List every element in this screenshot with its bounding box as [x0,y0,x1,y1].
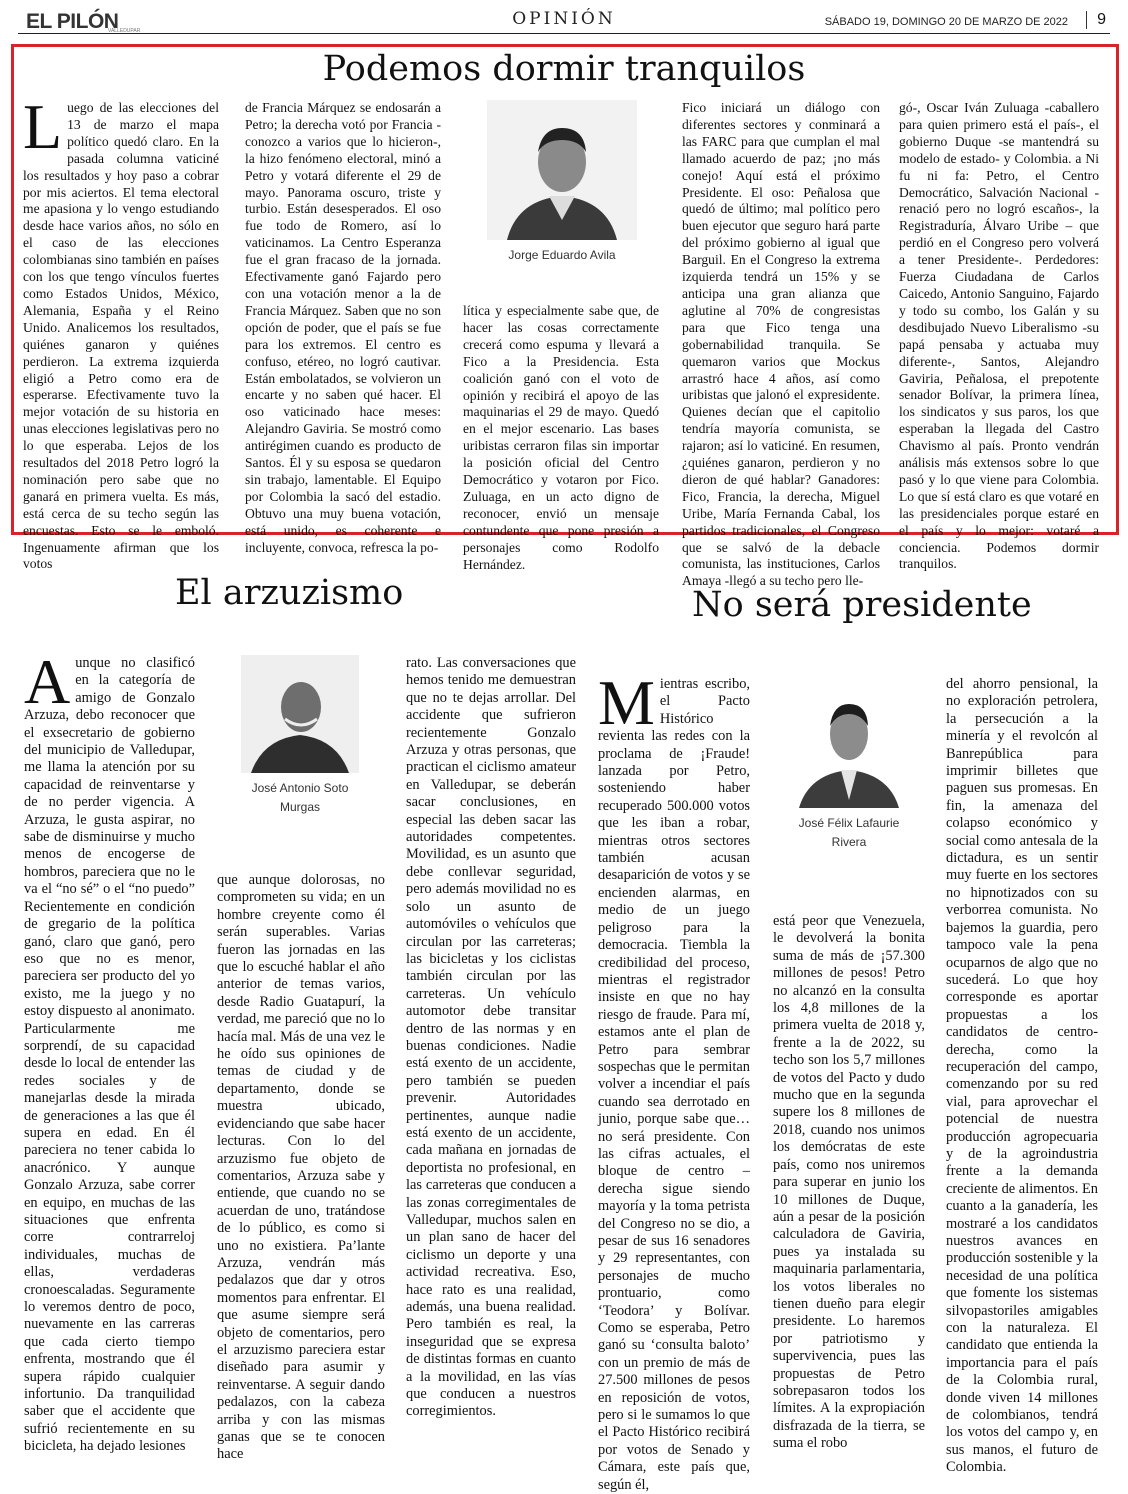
article3-text-2: está peor que Venezuela, le devolverá la bonita suma de más de ¡57.300 millones de pesos! Petro no alcanzó en la consulta los 4,8 millones de la primera vuelta de 2018 y, frente a la de 2022, su techo son los 5,7 millones de votos del Pacto y dudo mucho que en la segunda supere los 8 millones de 2018, cuando nos unimos los demócratas de este país, como nos uniremos para superar en junio los 10 millones de Duque, aún a pesar de la posición calculadora de Gaviria, pues ya instalada su maquinaria parlamentaria, los votos liberales no tienen dueño para elegir presidente. Lo haremos por patriotismo y supervivencia, pues las propuestas de Petro sobrepasaron todos los límites. A la expropiación disfrazada de la tierra, se suma el robo [773,913,925,1452]
author-name-lafaurie [770,814,928,852]
article3-text-1: Mientras escribo, el Pacto Histórico revienta las redes con la proclama de ¡Fraude! lanzada por Petro, sosteniendo haber recuperado 500.000 votos que les iban a robar, mientras otros sectores también acusan desaparición de votos y se encienden alarmas, en medio de un juego peligroso para la democracia. Tiembla la credibilidad del proceso, mientras el registrador insiste en que no hay riesgo de fraude. Para mí, estamos ante el plan de Petro para sembrar sospechas que le permitan volver a incendiar el país cuando sea derrotado en junio, porque sabe que… no será presidente. Con las cifras actuales, el bloque de centro – derecha sigue siendo mayoría y la toma petrista del Congreso no se dio, a pesar de sus 16 senadores y 29 representantes, con personajes de mucho prontuario, como ‘Teodora’ y Bolívar. Como se esperaba, Petro ganó su ‘consulta baloto’ con un premio de más de 27.500 millones de pesos en reposición de votos, pero si le sumamos lo que el Pacto Histórico recibirá por votos de Senado y Cámara, este país que, según él, [598,667,750,1493]
article1-text-2: de Francia Márquez se endosarán a Petro; la derecha votó por Francia -conozco a varios que lo hicieron-, la hizo fenómeno electoral, minó a Petro y votará diferente el 29 de mayo. Panorama oscuro, triste y turbio. Están desesperados. El oso fue todo de Romero, así lo vaticinamos. La Centro Esperanza fue el gran fracaso de la jornada. Efectivamente ganó Fajardo pero con una votación menor a la de Francia Márquez. Saben que no son opción de poder, que el país se fue para los extremos. El centro es confuso, etéreo, no logró cautivar. Están embolatados, se volvieron un encarte y no saben qué hacer. El oso vaticinado hace meses: Alejandro Gaviria. Se mostró como antirégimen cuando es producto de Santos. Él y su esposa se quedaron sin trabajo, lamentable. El Equipo por Colombia la sacó del estadio. Obtuvo una muy buena votación, está unido, es coherente e incluyente, convoca, refresca la po- [245,100,441,555]
section-title: OPINIÓN [512,9,616,29]
article2-text-2: que aunque dolorosas, no comprometen su vida; en un hombre creyente como él serán superables. Varias fueron las jornadas en las que lo escuché hablar el año anterior de temas varios, desde Radio Guatapurí, la verdad, me pareció que no lo hacía mal. Más de una vez le he oído sus opiniones de temas de ciudad y de departamento, donde se muestra ubicado, evidenciando que sabe hacer lecturas. Con lo del arzuzismo fue objeto de comentarios, Arzuza sabe y entiende, que cuando no se acuerdan de uno, tratándose de lo público, es como si uno no existiera. Pa’lante Arzuza, vendrán más pedalazos que dar y otros momentos para enfrentar. El que asume siempre será objeto de comentarios, pero el arzuzismo pareciera estar diseñado para asumir y reinventarse. A seguir dando pedalazos, con la cabeza arriba y con las mismas ganas que se te conocen hace [217,872,385,1463]
masthead [18,8,1110,34]
article2-text-1: Aunque no clasificó en la categoría de amigo de Gonzalo Arzuza, debo reconocer que el exsecretario de gobierno del municipio de Valledupar, me llama la atención por su capacidad de reinventarse y de no perder vigencia. A Arzuza, le gusta aspirar, no sabe de disminuirse y mucho menos de encogerse de hombros, pareciera que no le va el “no sé” o el “no puedo” Recientemente en condición de gregario de la política ganó, claro que ganó, pero eso que no es menor, pareciera ser producto del yo existo, me la juego y no estoy dispuesto al anonimato. Particularmente me sorprendí, de su capacidad desde lo local de entender las redes sociales y de manejarlas desde la mirada de generaciones a las que él supera en edad. En él pareciera no tener cabida lo anacrónico. Y aunque Gonzalo Arzuza, sabe correr en equipo, en muchas de las situaciones que enfrenta corre contrarreloj individuales, muchas de ellas, verdaderas cronoescaladas. Seguramente lo veremos dentro de poco, nuevamente en las carreras que cada cierto tiempo enfrenta, mostrando que él supera rápido cualquier infortunio. Da tranquilidad saber que el accidente que sufrió recientemente en su bicicleta, ha dejado lesiones [24,646,195,1455]
drop-cap: A [24,646,71,717]
author-block-avila [462,100,662,265]
drop-cap: L [23,91,63,162]
author-name-soto-line1: José Antonio Soto [251,781,349,795]
article1-text-5: gó-, Oscar Iván Zuluaga -caballero para quien primero está el país-, el gobierno Duque -se mantendrá su modelo de estado- y Colombia. a Ni fu ni fa: Petro, el Centro Democrático, Salvación Nacional -renació pero no logró escaños-, la Registraduría, Álvaro Uribe – que perdió en el Congreso pero volverá a tener Presidente-. Perdedores: Fuerza Ciudadana de Carlos Caicedo, Antonio Sanguino, Fajardo y todo su combo, los Galán y su desdibujado Nuevo Liberalismo -su papá pensaba y actuaba muy diferente-, Santos, Alejandro Gaviria, Peñalosa, el prepotente senador Bolívar, la primera línea, los sindicatos y sus paros, los que esperaban la llegada del Castro Chavismo al país. Pronto vendrán análisis más extensos sobre lo que pasó y lo que viene para Colombia. Lo que sí está claro es que votaré en las presidenciales porque estaré en el país y lo mejor: votaré a conciencia. Podemos dormir tranquilos. [899,100,1099,572]
article-title-no-sera-presidente: No será presidente [692,585,1032,625]
article1-column-1 [23,91,219,572]
article2-column-3 [406,655,576,1420]
article1-column-4 [682,100,880,589]
author-name-soto-line2: Murgas [279,800,320,814]
author-block-soto [218,655,382,817]
article2-column-1 [24,646,195,1455]
issue-date: SÁBADO 19, DOMINGO 20 DE MARZO DE 2022 [824,16,1068,28]
article-title-podemos: Podemos dormir tranquilos [322,49,806,89]
author-photo-soto [241,655,359,773]
drop-cap: M [598,667,655,738]
article1-column-3 [463,303,659,572]
author-block-lafaurie [770,676,928,852]
article2-text-3: rato. Las conversaciones que hemos tenido me demuestran que no te dejas arrollar. Del accidente que sufrieron recientemente Gonzalo Arzuza y otras personas, que practican el ciclismo amateur en Valledupar, se deberán sacar conclusiones, en especial las deben sacar las autoridades competentes. Movilidad, es un asunto que debe conllevar seguridad, pero además movilidad no es solo un asunto de automóviles o vehículos que circulan por las carreteras; las bicicletas y los ciclistas también circulan por las carreteras. Un vehículo automotor debe transitar dentro de las normas y en buenas condiciones. Nadie está exento de un accidente, pero también se pueden prevenir. Autoridades pertinentes, aunque nadie está exento de un accidente, cada mañana en jornadas de deportista no profesional, en las carreteras que conducen a las zonas corregimentales de Valledupar, muchos salen en un plan sano de hacer del ciclismo un deporte y una actividad recreativa. Eso, hace rato es una realidad, además, una buena realidad. Pero también es real, la inseguridad que se expresa de distintas formas en cuanto a la movilidad, en las vías que conducen a nuestros corregimientos. [406,655,576,1420]
page-number: 9 [1086,11,1106,29]
author-name-avila: Jorge Eduardo Avila [508,248,616,262]
article1-column-2 [245,100,441,555]
article1-text-4: Fico iniciará un diálogo con diferentes sectores y conminará a las FARC para que cumplan el mal llamado acuerdo de paz; ¡no más conejo! Aquí está el próximo Presidente. El oso: Peñalosa que quedó de último; mal político pero buen ejecutor que seguro hará parte del próximo gobierno al igual que Barguil. En el Congreso la extrema izquierda tendrá un 15% y se anticipa una gran alianza que aglutine al 70% de congresistas para que Fico tenga una gobernabilidad tranquila. Se quemaron varios que Mockus arrastró hace 4 años, así como uribistas que jalonó el expresidente. Quienes decían que el capitolio tendría mayoría comunista, se rajaron; así lo vaticiné. En resumen, ¿quiénes ganaron, perdieron y no dieron de qué hablar? Ganadores: Fico, Francia, la derecha, Miguel Uribe, María Fernanda Cabal, los partidos tradicionales, el Congreso que se salvó de la debacle comunista, las instituciones, Carlos Amaya -llegó a su techo pero lle- [682,100,880,589]
author-name-soto [218,779,382,817]
newspaper-logo: EL PILÓN [26,10,119,33]
article1-column-5 [899,100,1099,572]
article-title-arzuzismo: El arzuzismo [175,573,404,613]
article3-text-3: del ahorro pensional, la no exploración petrolera, la persecución a la minería y el revolcón al Banrepública para imprimir billetes que paguen sus promesas. En fin, la amenaza del colapso económico y social como antesala de la dictadura, es un sentir muy fuerte en los sectores no hipnotizados con su verborrea comunista. No bajemos la guardia, pero tampoco vale la pena ocuparnos de algo que no sucederá. Lo que hoy corresponde es aportar propuestas a los candidatos de centro-derecha, como la recuperación del campo, comenzando por su red vial, para aprovechar el potencial de nuestra producción agropecuaria y de la agroindustria frente a la demanda creciente de alimentos. En cuanto a la ganadería, les mostraré a los candidatos nuestros avances en producción sostenible y la necesidad de una política que fomente los sistemas silvopastoriles amigables con la naturaleza. El candidato que entienda la importancia para el país de la Colombia rural, donde viven 14 millones de colombianos, tendrá los votos del campo y, en sus manos, el futuro de Colombia. [946,676,1098,1476]
author-photo-avila [487,100,637,240]
author-photo-lafaurie [793,676,905,808]
article3-column-1 [598,667,750,1493]
logo-subtitle: VALLEDUPAR [108,28,141,34]
article1-text-3: lítica y especialmente sabe que, de hacer las cosas correctamente crecerá como espuma y llevará a Fico a la Presidencia. Esta coalición ganó con el voto de opinión y recibirá el apoyo de las maquinarias el 29 de mayo. Quedó en el mejor escenario. Las bases uribistas cerraron filas sin importar la posición oficial del Centro Democrático y votaron por Fico. Zuluaga, en un acto digno de reconocer, envió un mensaje contundente que pone presión a personajes como Rodolfo Hernández. [463,303,659,572]
article3-column-3 [946,676,1098,1476]
article1-text-1: Luego de las elecciones del 13 de marzo el mapa político quedó claro. En la pasada columna vaticiné los resultados y hoy paso a cobrar por mis aciertos. El tema electoral me apasiona y lo vengo estudiando desde hace varios años, no sólo en el caso de las elecciones colombianas sino también en países con los que tengo vínculos fuertes como Estados Unidos, México, Alemania, España y el Reino Unido. Analicemos los resultados, quiénes ganaron y quiénes perdieron. La extrema izquierda eligió a Petro como era de esperarse. Efectivamente tuvo la mejor votación de su historia en unas elecciones legislativas pero no lo que esperaba. Lejos de los resultados del 2018 Petro logró la nominación pero sabe que no ganará en primera vuelta. Es más, está cerca de su techo según las encuestas. Esto se le emboló. Ingenuamente afirman que los votos [23,91,219,572]
author-name-lafaurie-line1: José Félix Lafaurie [798,816,900,830]
article2-column-2 [217,872,385,1463]
author-name-lafaurie-line2: Rivera [831,835,867,849]
article3-column-2 [773,913,925,1452]
